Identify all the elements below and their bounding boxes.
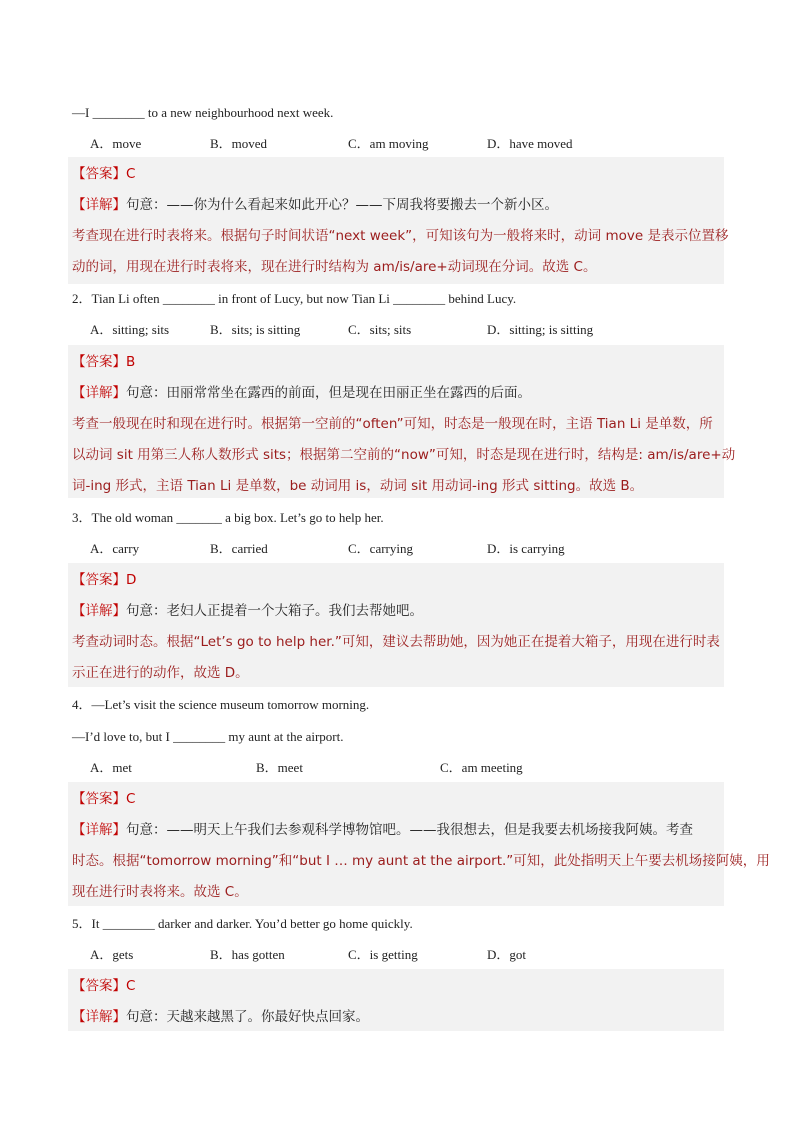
q4-detail-tag: 【详解】 xyxy=(72,822,126,838)
q1-answer-box xyxy=(68,157,729,254)
q3-option-c: C．carrying xyxy=(348,541,413,556)
q1-option-d: D．have moved xyxy=(487,136,573,151)
q5-option-d: D．got xyxy=(487,947,527,962)
q5-detail-text1: 句意：天越来越黑了。你最好快点回家。 xyxy=(126,1009,369,1025)
q2-option-c: C．sits; sits xyxy=(348,322,412,337)
q2-option-a: A．sitting; sits xyxy=(90,322,170,337)
q2-detail-text1: 句意：田丽常常坐在露西的前面，但是现在田丽正坐在露西的后面。 xyxy=(126,385,531,401)
q2-stem: 2．Tian Li often ________ in front of Lucy, but now Tian Li ________ behind Lucy. xyxy=(72,291,517,306)
q5-detail-tag: 【详解】 xyxy=(72,1009,126,1025)
q1-detail-tag: 【详解】 xyxy=(72,197,126,213)
q3-detail-line1 xyxy=(72,602,720,620)
q3-detail-text1: 句意：老妇人正提着一个大箱子。我们去帮她吧。 xyxy=(126,603,423,619)
q4-stem: 4．—Let’s visit the science museum tomorrow morning. xyxy=(72,697,370,712)
q4-answer: 【答案】C xyxy=(72,791,136,807)
q5-detail-line1 xyxy=(72,1008,720,1026)
q2-detail-line3: 以动词 sit 用第三人称人数形式 sits；根据第二空前的“now”可知，时态是现在进行时，结构是: am/is/are+动 xyxy=(72,447,736,463)
q3-answer: 【答案】D xyxy=(72,572,137,588)
q5-option-c: C．is getting xyxy=(348,947,418,962)
q1-detail-text1: 句意：——你为什么看起来如此开心？——下周我将要搬去一个新小区。 xyxy=(126,197,558,213)
q1-detail-line1 xyxy=(72,196,720,214)
q1-answer-box-cont xyxy=(68,254,724,284)
q2-option-d: D．sitting; is sitting xyxy=(487,322,594,337)
q3-option-a: A．carry xyxy=(90,541,140,556)
q4-stem2: —I’d love to, but I ________ my aunt at the airport. xyxy=(72,729,344,744)
q1-option-c: C．am moving xyxy=(348,136,429,151)
q2-detail-line2: 考查一般现在时和现在进行时。根据第一空前的“often”可知，时态是一般现在时，主语 Tian Li 是单数，所 xyxy=(72,416,713,432)
q3-stem: 3．The old woman _______ a big box. Let’s go to help her. xyxy=(72,510,384,525)
q3-detail-line2: 考查动词时态。根据“Let’s go to help her.”可知，建议去帮助她，因为她正在提着大箱子，用现在进行时表 xyxy=(72,634,720,650)
q1-detail-line3: 动的词，用现在进行时表将来，现在进行时结构为 am/is/are+动词现在分词。故选 C。 xyxy=(72,259,597,275)
q5-answer: 【答案】C xyxy=(72,978,136,994)
q4-option-a: A．met xyxy=(90,760,132,775)
q3-detail-line3: 示正在进行的动作，故选 D。 xyxy=(72,665,249,681)
q2-detail-line4: 词-ing 形式，主语 Tian Li 是单数，be 动词用 is，动词 sit 用动词-ing 形式 sitting。故选 B。 xyxy=(72,478,644,494)
q1-answer: 【答案】C xyxy=(72,166,136,182)
q4-answer-box xyxy=(68,782,770,906)
q3-option-b: B．carried xyxy=(210,541,268,556)
q4-option-b: B．meet xyxy=(256,760,303,775)
q4-detail-line3: 现在进行时表将来。故选 C。 xyxy=(72,884,248,900)
q2-answer-box xyxy=(68,345,736,498)
q3-option-d: D．is carrying xyxy=(487,541,565,556)
q5-answer-box xyxy=(68,969,724,1031)
q3-detail-tag: 【详解】 xyxy=(72,603,126,619)
q5-option-b: B．has gotten xyxy=(210,947,285,962)
q1-detail-line2: 考查现在进行时表将来。根据句子时间状语“next week”，可知该句为一般将来时，动词 move 是表示位置移 xyxy=(72,228,729,244)
q1-stem: —I ________ to a new neighbourhood next week. xyxy=(72,105,334,120)
q2-detail-line1 xyxy=(72,384,720,402)
q1-option-b: B．moved xyxy=(210,136,268,151)
q4-detail-line1 xyxy=(72,821,720,839)
q2-detail-tag: 【详解】 xyxy=(72,385,126,401)
q1-option-a: A．move xyxy=(90,136,142,151)
q2-answer: 【答案】B xyxy=(72,354,136,370)
q5-option-a: A．gets xyxy=(90,947,134,962)
q2-option-b: B．sits; is sitting xyxy=(210,322,301,337)
q4-option-c: C．am meeting xyxy=(440,760,523,775)
q5-stem: 5．It ________ darker and darker. You’d better go home quickly. xyxy=(72,916,413,931)
q4-detail-text1: 句意：——明天上午我们去参观科学博物馆吧。——我很想去，但是我要去机场接我阿姨。考查 xyxy=(126,822,693,838)
q4-detail-line2: 时态。根据“tomorrow morning”和“but I … my aunt at the airport.”可知，此处指明天上午要去机场接阿姨，用 xyxy=(72,853,770,869)
q3-answer-box xyxy=(68,563,724,687)
